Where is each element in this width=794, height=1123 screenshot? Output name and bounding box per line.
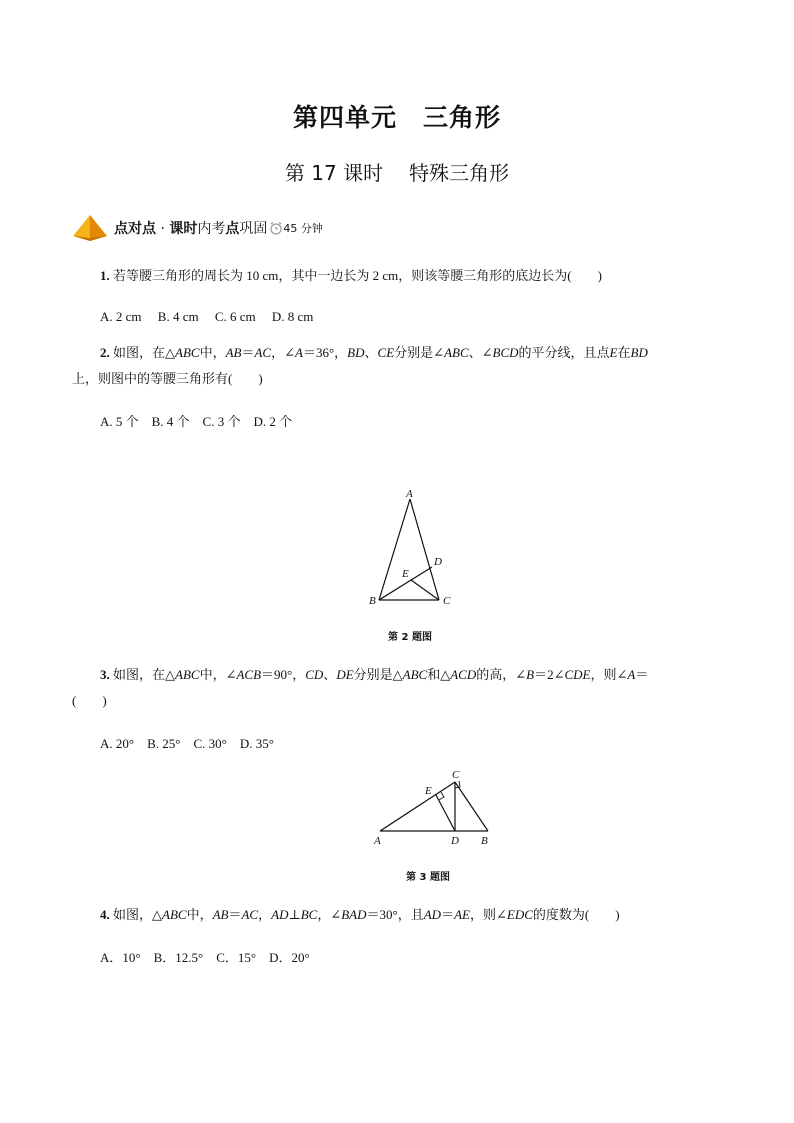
label-a: A: [406, 488, 413, 500]
question-2: 2. 如图，在△ABC中，AB＝AC，∠A＝36°，BD、CE分别是∠ABC、∠BCD的平分线，且点E在BD 上，则图中的等腰三角形有( ): [72, 345, 648, 386]
lesson-title: [0, 157, 794, 186]
figure-3: [368, 764, 498, 852]
figure-3-caption: 第 3 题图: [406, 872, 450, 883]
label-d: D: [434, 556, 442, 568]
label-c: C: [443, 595, 451, 607]
figure-2-caption: 第 2 题图: [388, 632, 432, 643]
question-1: 1. 若等腰三角形的周长为 10 cm，其中一边长为 2 cm，则该等腰三角形的底边长为( ): [100, 268, 602, 283]
segment-ab: [379, 499, 410, 600]
label-b: B: [369, 595, 376, 607]
label-a: A: [374, 835, 381, 847]
unit-label: 第四单元: [292, 103, 397, 132]
lesson-label: 第 17 课时: [284, 161, 384, 185]
label-c: C: [452, 769, 460, 781]
label-e: E: [402, 568, 409, 580]
segment-cb: [455, 782, 488, 831]
label-d: D: [451, 835, 459, 847]
question-3: 3. 如图，在△ABC中，∠ACB＝90°，CD、DE分别是△ABC和△ACD的高，∠B＝2∠CDE，则∠A＝ ( ): [72, 667, 649, 708]
question-1-text: 若等腰三角形的周长为 10 cm，其中一边长为 2 cm，则该等腰三角形的底边长为( ): [113, 268, 602, 283]
unit-title: [0, 98, 794, 134]
question-3-options: A. 20° B. 25° C. 30° D. 35°: [100, 736, 274, 751]
unit-name: 三角形: [423, 103, 502, 132]
lesson-name: 特殊三角形: [409, 161, 510, 185]
duration-label: 45 分钟: [283, 222, 323, 235]
segment-de: [436, 795, 455, 831]
question-1-options: A. 2 cm B. 4 cm C. 6 cm D. 8 cm: [100, 309, 314, 324]
pyramid-icon: [72, 214, 108, 242]
alarm-clock-icon: [269, 221, 283, 235]
section-title: 点对点 · 课时内考点巩固: [114, 221, 268, 237]
section-header: [72, 213, 323, 243]
label-b: B: [481, 835, 488, 847]
segment-ac: [380, 782, 455, 831]
question-2-options: A. 5 个 B. 4 个 C. 3 个 D. 2 个: [100, 414, 293, 429]
label-e: E: [425, 785, 432, 797]
right-angle-mark-e: [439, 792, 444, 800]
question-4: 4. 如图，△ABC中，AB＝AC，AD⊥BC，∠BAD＝30°，且AD＝AE，则∠EDC的度数为( ): [100, 907, 620, 922]
segment-ce: [411, 580, 439, 600]
question-4-options: A．10° B．12.5° C．15° D．20°: [100, 950, 310, 965]
figure-2: [360, 482, 470, 612]
segment-ac: [410, 499, 439, 600]
